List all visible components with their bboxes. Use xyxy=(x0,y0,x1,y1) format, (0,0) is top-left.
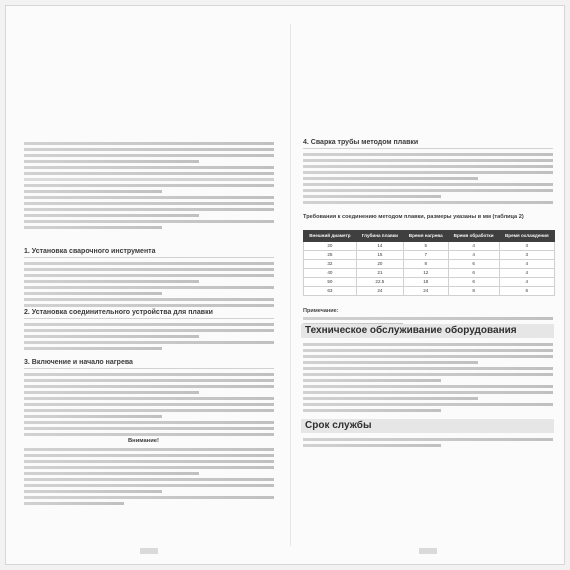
text-line xyxy=(303,153,553,156)
text-line xyxy=(303,438,553,441)
section-3-continued-text xyxy=(24,448,274,508)
table-cell: 7 xyxy=(403,251,448,260)
text-line xyxy=(303,171,553,174)
warning-label: Внимание! xyxy=(128,438,159,444)
text-line xyxy=(24,190,162,193)
section-4-text xyxy=(303,153,553,207)
table-cell: 6 xyxy=(448,260,499,269)
left-page xyxy=(6,6,290,564)
text-line xyxy=(24,329,274,332)
table-row xyxy=(304,278,555,287)
text-line xyxy=(303,165,553,168)
table-header-cell: Время нагрева xyxy=(403,231,448,242)
text-line xyxy=(303,444,441,447)
table-cell: 4 xyxy=(448,251,499,260)
text-line xyxy=(303,177,478,180)
text-line xyxy=(24,172,274,175)
text-line xyxy=(24,196,274,199)
table-cell: 18 xyxy=(403,278,448,287)
table-cell: 12 xyxy=(403,269,448,278)
table-header-row xyxy=(304,231,555,242)
table-row xyxy=(304,287,555,296)
text-line xyxy=(303,317,553,320)
section-3-text xyxy=(24,373,274,439)
text-line xyxy=(24,160,199,163)
text-line xyxy=(24,226,162,229)
table-cell: 6 xyxy=(448,278,499,287)
text-line xyxy=(24,341,274,344)
table-cell: 24 xyxy=(356,287,403,296)
document-spread xyxy=(6,6,564,564)
table-header-cell: Время обработки xyxy=(448,231,499,242)
text-line xyxy=(24,466,274,469)
table-cell: 3 xyxy=(499,251,554,260)
service-life-text xyxy=(303,438,553,450)
table-cell: 4 xyxy=(499,260,554,269)
table-cell: 4 xyxy=(448,242,499,251)
text-line xyxy=(24,220,274,223)
text-line xyxy=(303,195,441,198)
text-line xyxy=(24,214,199,217)
text-line xyxy=(24,178,274,181)
text-line xyxy=(303,189,553,192)
text-line xyxy=(24,379,274,382)
table-cell: 63 xyxy=(304,287,357,296)
text-line xyxy=(303,201,553,204)
table-cell: 20 xyxy=(356,260,403,269)
note-label: Примечание: xyxy=(303,308,339,314)
text-line xyxy=(303,403,553,406)
table-cell: 20 xyxy=(304,242,357,251)
text-line xyxy=(24,433,274,436)
table-row xyxy=(304,269,555,278)
text-line xyxy=(24,472,199,475)
text-line xyxy=(24,415,162,418)
table-cell: 21 xyxy=(356,269,403,278)
table-cell: 3 xyxy=(499,242,554,251)
table-cell: 32 xyxy=(304,260,357,269)
table-cell: 22.5 xyxy=(356,278,403,287)
text-line xyxy=(24,262,274,265)
text-line xyxy=(24,484,274,487)
table-cell: 40 xyxy=(304,269,357,278)
text-line xyxy=(24,304,274,307)
text-line xyxy=(303,409,441,412)
text-line xyxy=(24,478,274,481)
text-line xyxy=(24,274,274,277)
table-cell: 4 xyxy=(499,269,554,278)
section-1-title: 1. Установка сварочного инструмента xyxy=(24,248,156,255)
service-life-title: Срок службы xyxy=(305,420,372,431)
table-header-cell: Внешний диаметр xyxy=(304,231,357,242)
section-3-title: 3. Включение и начало нагрева xyxy=(24,359,133,366)
section-4-underline xyxy=(303,148,553,149)
text-line xyxy=(24,385,274,388)
text-line xyxy=(24,409,274,412)
text-line xyxy=(303,355,553,358)
text-line xyxy=(24,496,274,499)
table-header-cell: Глубина плавки xyxy=(356,231,403,242)
text-line xyxy=(24,460,274,463)
section-2-underline xyxy=(24,318,274,319)
page-number-mark xyxy=(419,548,437,554)
right-page xyxy=(291,6,564,564)
text-line xyxy=(24,448,274,451)
section-1-text xyxy=(24,262,274,310)
table-cell: 14 xyxy=(356,242,403,251)
section-2-text xyxy=(24,323,274,353)
text-line xyxy=(24,298,274,301)
text-line xyxy=(303,367,553,370)
text-line xyxy=(303,397,478,400)
text-line xyxy=(303,349,553,352)
text-line xyxy=(24,335,199,338)
text-line xyxy=(303,385,553,388)
text-line xyxy=(24,403,274,406)
text-line xyxy=(303,373,553,376)
text-line xyxy=(24,323,274,326)
table-row xyxy=(304,251,555,260)
text-line xyxy=(303,361,478,364)
table-cell: 5 xyxy=(403,242,448,251)
maintenance-title: Техническое обслуживание оборудования xyxy=(305,325,517,336)
text-line xyxy=(303,159,553,162)
table-cell: 25 xyxy=(304,251,357,260)
text-line xyxy=(24,391,199,394)
section-4-title: 4. Сварка трубы методом плавки xyxy=(303,139,419,146)
text-line xyxy=(24,166,274,169)
table-cell: 4 xyxy=(499,278,554,287)
page-number-mark xyxy=(140,548,158,554)
text-line xyxy=(24,397,274,400)
section-3-underline xyxy=(24,368,274,369)
text-line xyxy=(303,379,441,382)
table-cell: 15 xyxy=(356,251,403,260)
text-line xyxy=(303,343,553,346)
text-line xyxy=(24,280,199,283)
text-line xyxy=(24,373,274,376)
table-cell: 6 xyxy=(499,287,554,296)
text-line xyxy=(24,148,274,151)
text-line xyxy=(24,421,274,424)
text-line xyxy=(24,208,274,211)
text-line xyxy=(24,490,162,493)
text-line xyxy=(24,154,274,157)
text-line xyxy=(24,142,274,145)
text-line xyxy=(24,502,124,505)
fusion-requirements-table xyxy=(303,230,555,296)
table-cell: 8 xyxy=(403,260,448,269)
section-1-underline xyxy=(24,257,274,258)
table-2-title: Требования к соединению методом плавки, размеры указаны в мм (таблица 2) xyxy=(303,214,524,220)
section-2-title: 2. Установка соединительного устройства для плавки xyxy=(24,309,213,316)
text-line xyxy=(24,184,274,187)
text-line xyxy=(303,391,553,394)
text-line xyxy=(24,454,274,457)
table-cell: 6 xyxy=(448,269,499,278)
table-cell: 8 xyxy=(448,287,499,296)
text-line xyxy=(24,347,162,350)
text-line xyxy=(24,286,274,289)
text-line xyxy=(24,427,274,430)
table-cell: 50 xyxy=(304,278,357,287)
intro-paragraph xyxy=(24,142,274,232)
maintenance-text xyxy=(303,343,553,415)
text-line xyxy=(303,183,553,186)
table-row xyxy=(304,260,555,269)
table-header-cell: Время охлаждения xyxy=(499,231,554,242)
table-row xyxy=(304,242,555,251)
text-line xyxy=(24,292,162,295)
text-line xyxy=(24,268,274,271)
text-line xyxy=(24,202,274,205)
table-cell: 24 xyxy=(403,287,448,296)
